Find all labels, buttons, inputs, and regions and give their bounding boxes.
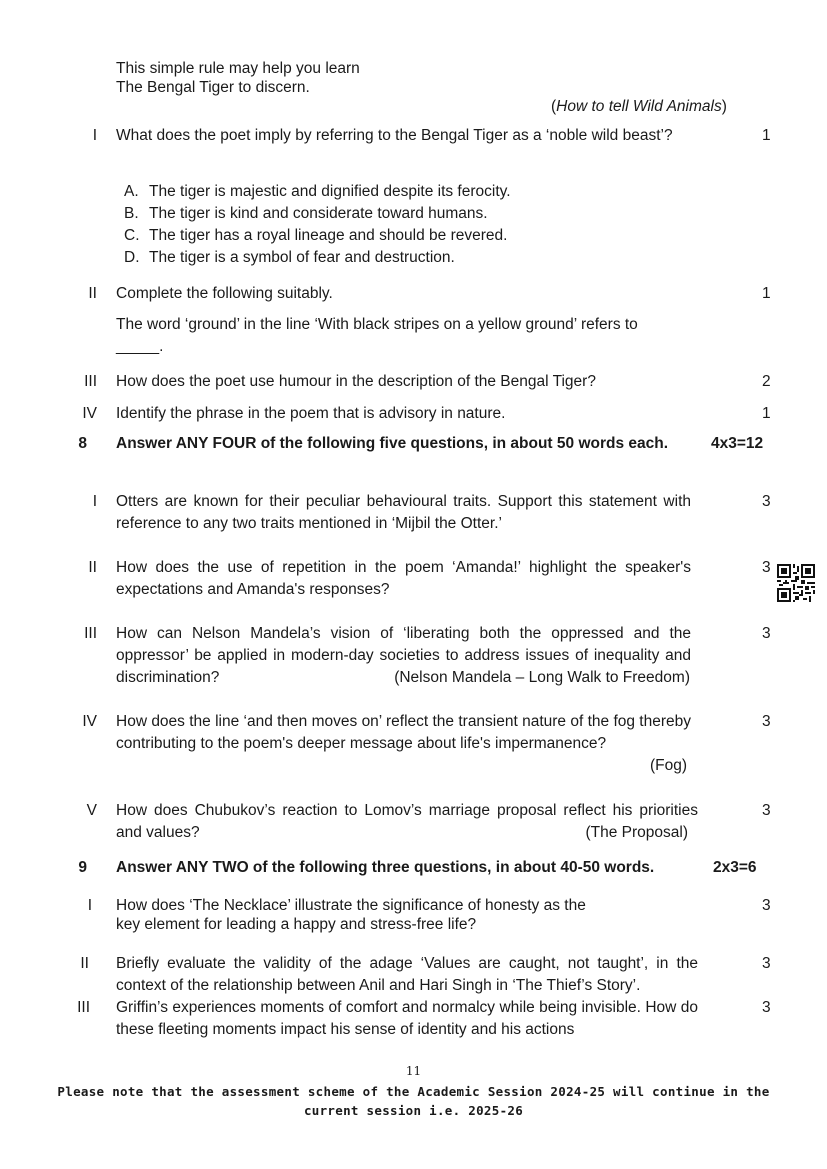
marks: 3 (762, 802, 771, 819)
mcq-option-c: C. The tiger has a royal lineage and should be revered. (124, 227, 508, 244)
marks: 3 (762, 559, 771, 576)
question-text: Complete the following suitably. (116, 285, 333, 302)
question-number: III (84, 373, 97, 390)
question-text: How does the line ‘and then moves on’ reflect the transient nature of the fog thereby contributing to the poem's deeper message about life's impermanence? (116, 713, 691, 752)
mcq-option-d: D. The tiger is a symbol of fear and destruction. (124, 249, 455, 266)
question-number: II (88, 559, 97, 576)
question-number: III (77, 999, 90, 1016)
question-number: I (92, 127, 97, 144)
section-heading: Answer ANY FOUR of the following five questions, in about 50 words each. (116, 435, 669, 452)
section-heading: Answer ANY TWO of the following three questions, in about 40-50 words. (116, 859, 655, 876)
section-number: 8 (78, 435, 87, 452)
section-marks: 4x3=12 (711, 435, 764, 452)
section-number: 9 (78, 859, 87, 876)
qr-code-icon (777, 564, 815, 602)
question-number: III (84, 625, 97, 642)
question-number: II (88, 285, 97, 302)
question-number: IV (82, 713, 97, 730)
marks: 3 (762, 955, 771, 972)
marks: 3 (762, 493, 771, 510)
question-text: How does the use of repetition in the poem ‘Amanda!’ highlight the speaker's expectations and Amanda's responses? (116, 559, 691, 598)
marks: 3 (762, 897, 771, 914)
question-text-line: key element for leading a happy and stress-free life? (116, 916, 477, 933)
marks: 3 (762, 999, 771, 1016)
marks: 2 (762, 373, 771, 390)
question-subtext: The word ‘ground’ in the line ‘With black stripes on a yellow ground’ refers to _____. (116, 316, 638, 355)
mcq-option-a: A. The tiger is majestic and dignified despite its ferocity. (124, 183, 511, 200)
question-number: V (86, 802, 97, 819)
page-number: 11 (405, 1064, 422, 1078)
mcq-option-b: B. The tiger is kind and considerate toward humans. (124, 205, 488, 222)
marks: 3 (762, 625, 771, 642)
footer-note-line: current session i.e. 2025-26 (303, 1103, 524, 1118)
marks: 1 (762, 127, 771, 144)
marks: 1 (762, 285, 771, 302)
section-marks: 2x3=6 (713, 859, 757, 876)
question-source: (The Proposal) (585, 824, 688, 841)
question-source: (Nelson Mandela – Long Walk to Freedom) (394, 669, 690, 686)
marks: 1 (762, 405, 771, 422)
poem-line: The Bengal Tiger to discern. (116, 79, 310, 96)
question-number: IV (82, 405, 97, 422)
question-text: How can Nelson Mandela’s vision of ‘liberating both the oppressed and the oppressor’ be applied in modern-day societies to address issues of inequality and discrimination? (116, 625, 691, 686)
marks: 3 (762, 713, 771, 730)
question-number: I (87, 897, 92, 914)
question-text: Otters are known for their peculiar behavioural traits. Support this statement with reference to any two traits mentioned in ‘Mijbil the Otter.’ (116, 493, 691, 532)
question-text: Griffin’s experiences moments of comfort and normalcy while being invisible. How do these fleeting moments impact his sense of identity and his actions (116, 999, 698, 1038)
question-source: (Fog) (649, 757, 687, 774)
question-text: How does Chubukov’s reaction to Lomov’s marriage proposal reflect his priorities and values? (116, 802, 698, 841)
question-text: Briefly evaluate the validity of the adage ‘Values are caught, not taught’, in the context of the relationship between Anil and Hari Singh in ‘The Thief’s Story’. (116, 955, 698, 994)
poem-source: (How to tell Wild Animals) (551, 98, 727, 115)
question-text-line: How does ‘The Necklace’ illustrate the significance of honesty as the (116, 897, 586, 914)
footer-note-line: Please note that the assessment scheme of the Academic Session 2024-25 will continue in the (57, 1084, 770, 1099)
question-number: II (80, 955, 89, 972)
question-text: How does the poet use humour in the description of the Bengal Tiger? (116, 373, 596, 390)
question-text: What does the poet imply by referring to the Bengal Tiger as a ‘noble wild beast’? (116, 127, 673, 144)
question-text: Identify the phrase in the poem that is advisory in nature. (116, 405, 506, 422)
poem-line: This simple rule may help you learn (116, 60, 360, 77)
question-number: I (92, 493, 97, 510)
